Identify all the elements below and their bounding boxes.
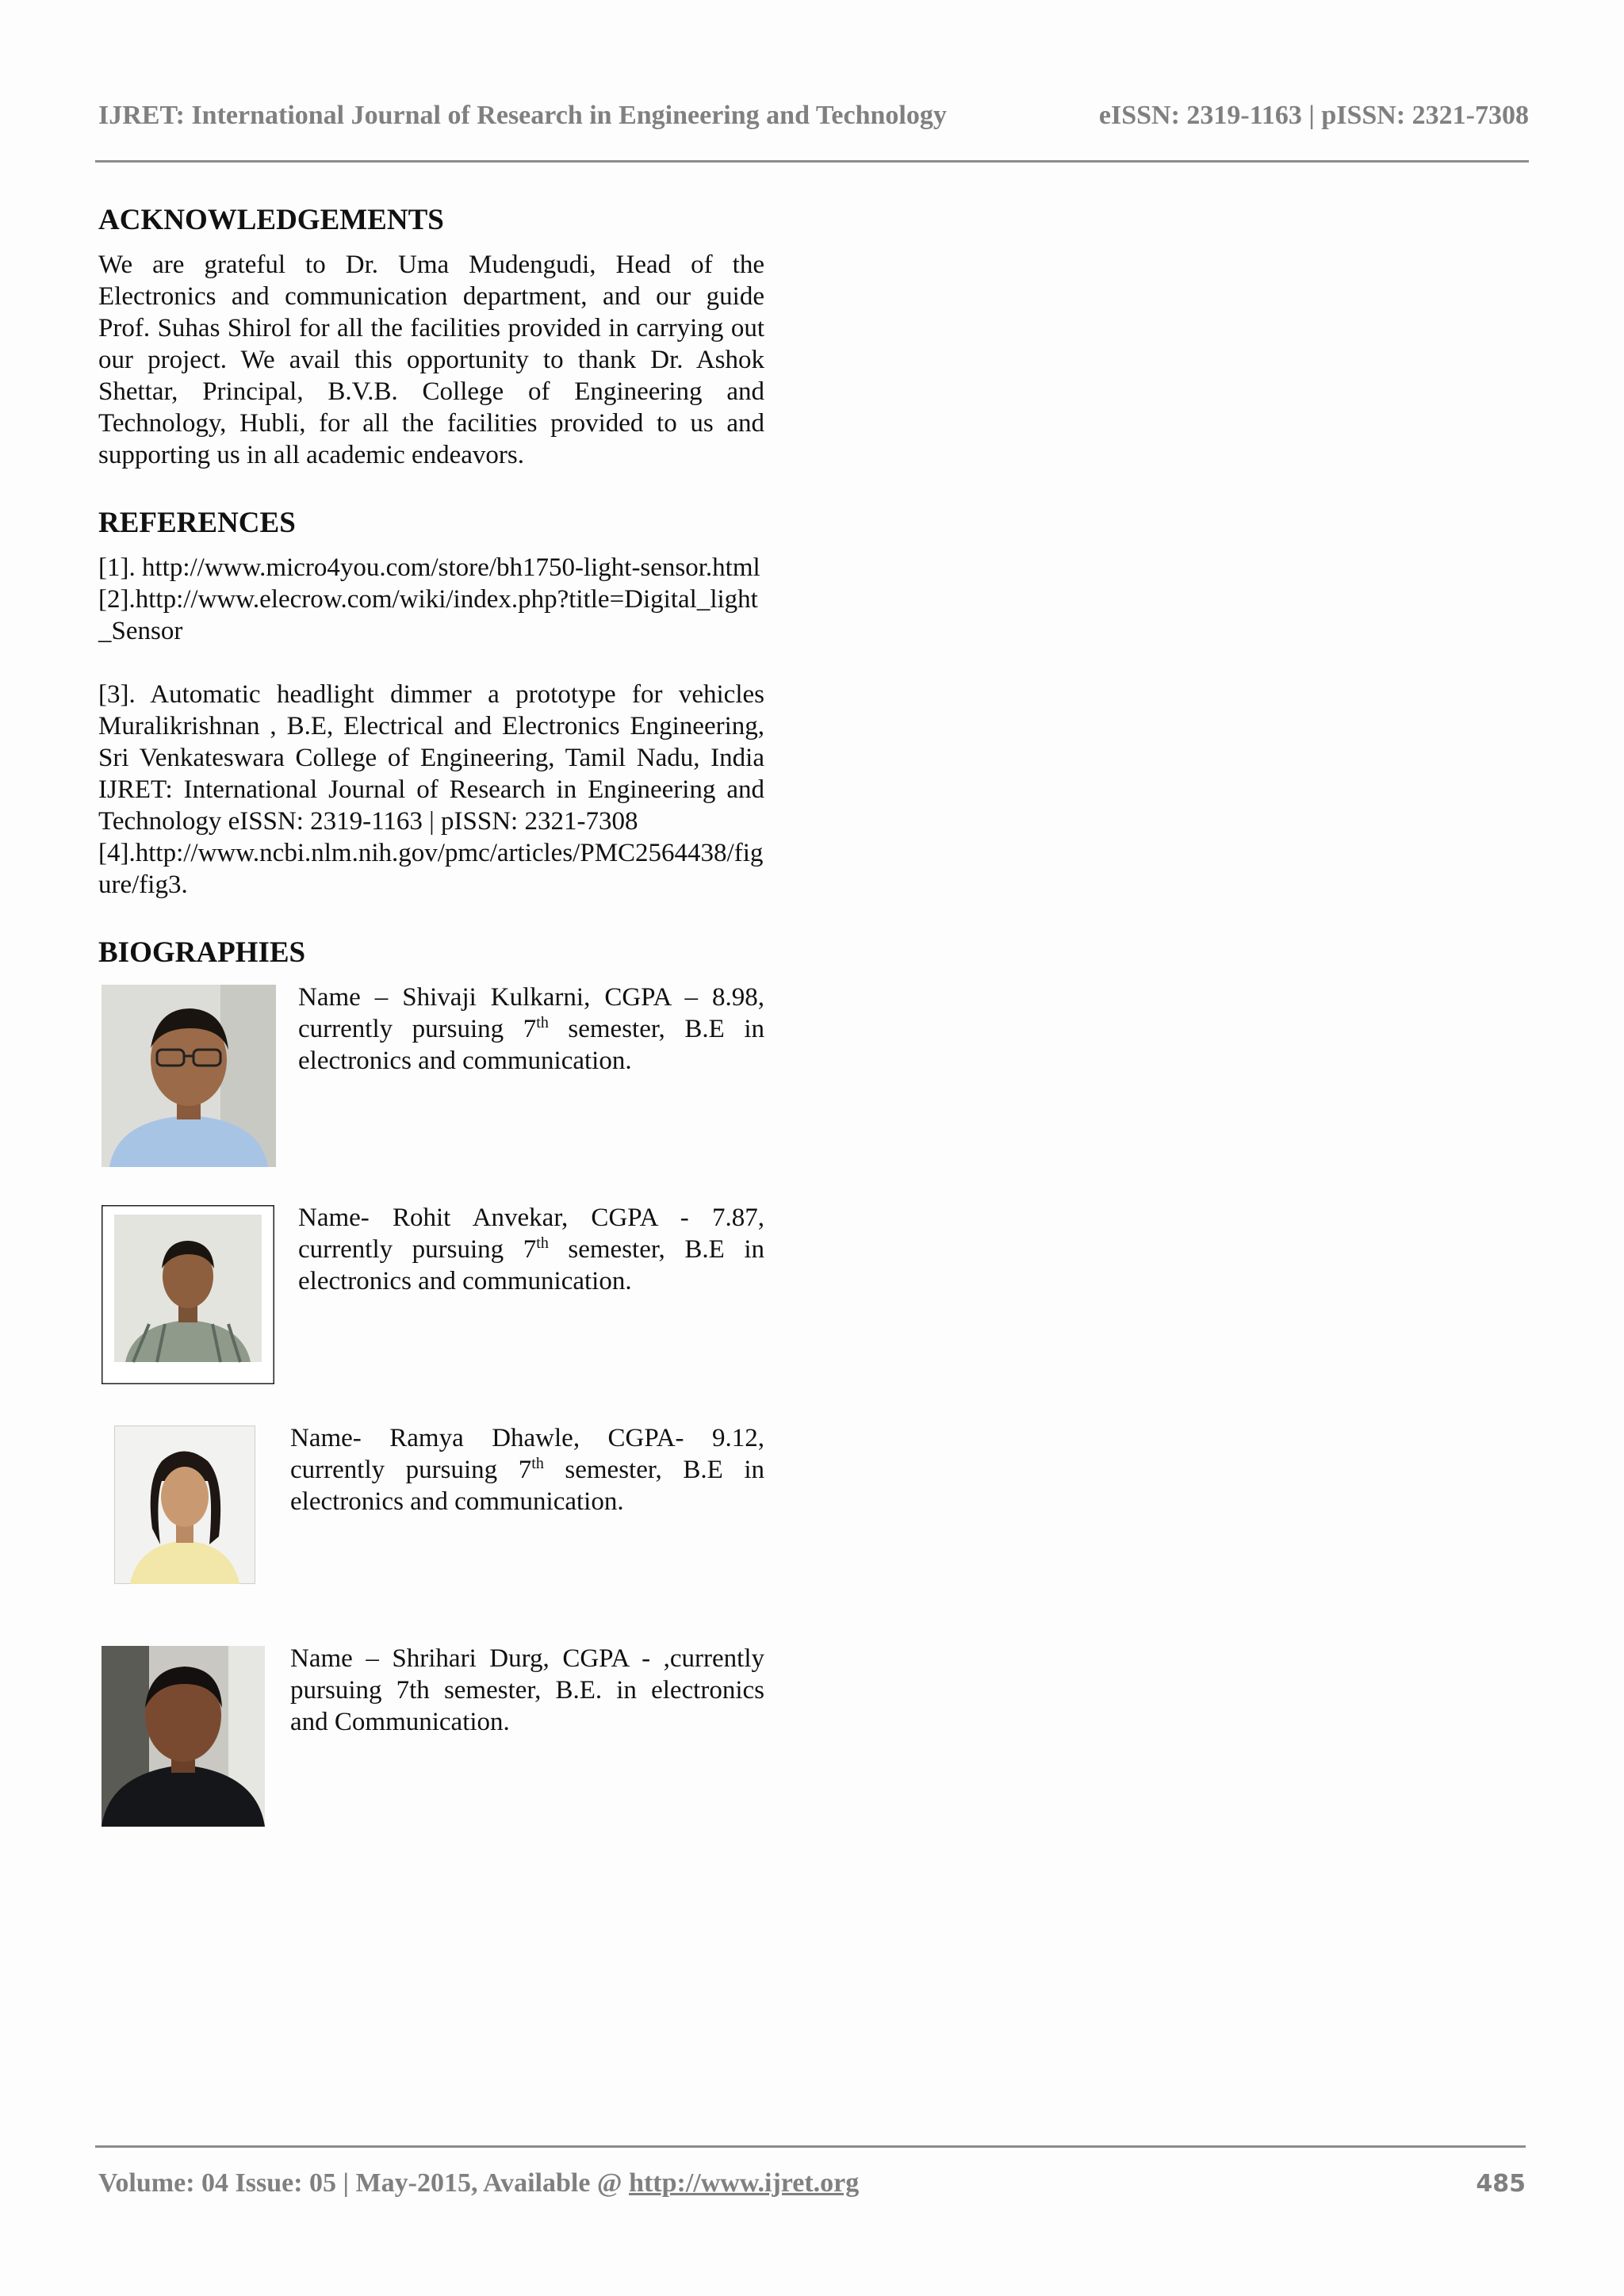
biography-text: Name – Shrihari Durg, CGPA - ,currently pursuing 7th semester, B.E. in electronics and Communication. [290, 1644, 764, 1736]
acknowledgements-heading: ACKNOWLEDGEMENTS [98, 204, 444, 236]
biography-entry [98, 1422, 764, 1643]
author-photo [114, 1425, 255, 1584]
biography-entry [98, 1643, 764, 1863]
author-photo [102, 985, 276, 1167]
biographies-heading: BIOGRAPHIES [98, 936, 306, 969]
header-divider [95, 160, 1529, 163]
footer-volume: Volume: 04 Issue: 05 | May-2015, Available @ http://www.ijret.org [98, 2168, 860, 2198]
acknowledgements-text: We are grateful to Dr. Uma Mudengudi, Head of the Electronics and communication department, and our guide Prof. Suhas Shirol for all the facilities provided in carrying out our project. We avail this opportunity to thank Dr. Ashok Shettar, Principal, B.V.B. College of Engineering and Technology, Hubli, for all the facilities provided to us and supporting us in all academic endeavors. [98, 251, 764, 469]
author-photo [102, 1205, 274, 1384]
page-number: 485 [1476, 2169, 1526, 2198]
page-header [98, 94, 1529, 138]
journal-title: IJRET: International Journal of Research in Engineering and Technology [98, 101, 947, 130]
reference-1: [1]. http://www.micro4you.com/store/bh1750-light-sensor.html [98, 553, 760, 582]
footer-divider [95, 2145, 1526, 2148]
references-heading: REFERENCES [98, 507, 296, 539]
journal-issn: eISSN: 2319-1163 | pISSN: 2321-7308 [1098, 101, 1529, 130]
content-column [98, 200, 764, 1863]
biography-entry [98, 982, 764, 1202]
biography-entry [98, 1202, 764, 1422]
page-footer [98, 2163, 1526, 2204]
biography-text: Name- Rohit Anvekar, CGPA - 7.87, currently pursuing 7th semester, B.E in electronics and communication. [298, 1203, 765, 1295]
biography-text: Name – Shivaji Kulkarni, CGPA – 8.98, currently pursuing 7th semester, B.E in electronics and communication. [298, 983, 765, 1075]
biography-text: Name- Ramya Dhawle, CGPA- 9.12, currently pursuing 7th semester, B.E in electronics and communication. [290, 1424, 765, 1516]
reference-3: [3]. Automatic headlight dimmer a prototype for vehicles Muralikrishnan , B.E, Electrical and Electronics Engineering, Sri Venkateswara College of Engineering, Tamil Nadu, India IJRET: International Journal of Research in Engineering and Technology eISSN: 2319-1163 | pISSN: 2321-7308 [98, 680, 764, 836]
journal-link[interactable]: http://www.ijret.org [629, 2168, 860, 2198]
reference-2: [2].http://www.elecrow.com/wiki/index.php?title=Digital_light_Sensor [98, 585, 758, 645]
author-photo [102, 1646, 265, 1827]
reference-4: [4].http://www.ncbi.nlm.nih.gov/pmc/articles/PMC2564438/figure/fig3. [98, 839, 764, 899]
